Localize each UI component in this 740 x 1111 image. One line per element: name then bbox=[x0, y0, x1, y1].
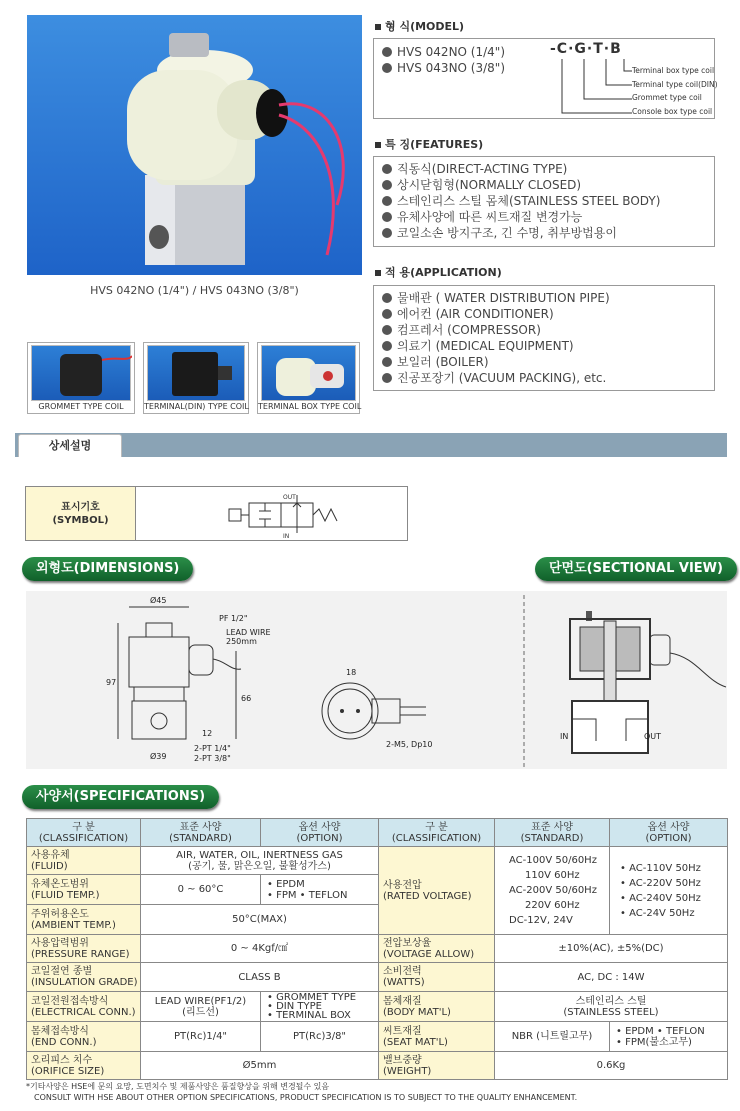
specifications-title: 사양서(SPECIFICATIONS) bbox=[22, 785, 219, 809]
svg-text:2-PT 1/4": 2-PT 1/4" bbox=[194, 744, 231, 753]
bullet-square-icon bbox=[375, 24, 381, 30]
bullet-icon bbox=[382, 63, 392, 73]
svg-text:IN: IN bbox=[283, 533, 290, 539]
bullet-icon bbox=[382, 47, 392, 57]
bullet-square-icon bbox=[375, 270, 381, 276]
svg-text:18: 18 bbox=[346, 668, 357, 677]
svg-text:OUT: OUT bbox=[283, 494, 296, 501]
application-item: 물배관 ( WATER DISTRIBUTION PIPE) bbox=[382, 290, 706, 306]
code-labels: Terminal box type coil Terminal type coil(DIN) Grommet type coil Console box type coil bbox=[632, 66, 718, 116]
code-leader-lines bbox=[554, 57, 634, 119]
table-row: 주위허용온도 (AMBIENT TEMP.) 50°C(MAX) bbox=[27, 905, 728, 935]
bullet-square-icon bbox=[375, 142, 381, 148]
table-row: 오리피스 치수 (ORIFICE SIZE) Ø5mm 밸브중량 (WEIGHT) 0.6Kg bbox=[27, 1052, 728, 1080]
svg-text:12: 12 bbox=[202, 729, 213, 738]
valve-symbol bbox=[221, 491, 351, 539]
svg-text:2-M5, Dp10: 2-M5, Dp10 bbox=[386, 740, 433, 749]
application-item: 의료기 (MEDICAL EQUIPMENT) bbox=[382, 338, 706, 354]
sectional-view-title: 단면도(SECTIONAL VIEW) bbox=[535, 557, 737, 581]
drawings-panel bbox=[26, 591, 727, 769]
features-heading: 특 징(FEATURES) bbox=[375, 136, 483, 152]
model-heading: 형 식(MODEL) bbox=[375, 18, 464, 34]
bullet-icon bbox=[382, 309, 392, 319]
model-code: -C·G·T·B bbox=[550, 41, 622, 57]
table-row: 유체온도범위 (FLUID TEMP.) 0 ~ 60°C • EPDM • FPM • TEFLON bbox=[27, 875, 728, 905]
application-item: 진공포장기 (VACUUM PACKING), etc. bbox=[382, 370, 706, 386]
svg-text:PF 1/2": PF 1/2" bbox=[219, 614, 248, 623]
svg-text:Ø39: Ø39 bbox=[150, 752, 167, 761]
bullet-icon bbox=[382, 180, 392, 190]
thumb-grommet: GROMMET TYPE COIL bbox=[27, 342, 135, 414]
feature-item: 코일소손 방지구조, 긴 수명, 취부방법용이 bbox=[382, 225, 706, 241]
table-header-row: 구 분 (CLASSIFICATION) 표준 사양 (STANDARD) 옵션 사양 (OPTION) 구 분 (CLASSIFICATION) 표준 사양 (STANDARD) 옵션 사양 (OPTION) bbox=[27, 819, 728, 847]
svg-text:OUT: OUT bbox=[644, 732, 662, 741]
bullet-icon bbox=[382, 228, 392, 238]
bullet-icon bbox=[382, 293, 392, 303]
bullet-icon bbox=[382, 164, 392, 174]
thumb-terminal-box: TERMINAL BOX TYPE COIL bbox=[257, 342, 360, 414]
symbol-box bbox=[25, 486, 408, 541]
bullet-icon bbox=[382, 325, 392, 335]
table-row: 사용압력범위 (PRESSURE RANGE) 0 ~ 4Kgf/㎠ 전압보상율 (VOLTAGE ALLOW) ±10%(AC), ±5%(DC) bbox=[27, 935, 728, 963]
bullet-icon bbox=[382, 373, 392, 383]
feature-item: 스테인리스 스틸 몸체(STAINLESS STEEL BODY) bbox=[382, 193, 706, 209]
symbol-label: 표시기호 (SYMBOL) bbox=[26, 487, 136, 540]
thumb-din: TERMINAL(DIN) TYPE COIL bbox=[143, 342, 249, 414]
table-row: 코일절연 종별 (INSULATION GRADE) CLASS B 소비전력 (WATTS) AC, DC : 14W bbox=[27, 963, 728, 992]
dimensions-title: 외형도(DIMENSIONS) bbox=[22, 557, 193, 581]
model-item: HVS 043NO (3/8") bbox=[382, 60, 505, 76]
table-row: 코일전원접속방식 (ELECTRICAL CONN.) LEAD WIRE(PF1/2) (리드선) • GROMMET TYPE • DIN TYPE • TERMINAL BOX 몸체재질 (BODY MAT'L) 스테인리스 스틸 (STAINLESS STEEL) bbox=[27, 992, 728, 1022]
svg-text:2-PT 3/8": 2-PT 3/8" bbox=[194, 754, 231, 763]
specifications-table bbox=[26, 818, 728, 1080]
svg-text:Ø45: Ø45 bbox=[150, 596, 167, 605]
bullet-icon bbox=[382, 357, 392, 367]
application-heading: 적 용(APPLICATION) bbox=[375, 264, 502, 280]
svg-text:IN: IN bbox=[560, 732, 569, 741]
dimension-drawings bbox=[26, 591, 727, 769]
model-item: HVS 042NO (1/4") bbox=[382, 44, 505, 60]
photo-caption: HVS 042NO (1/4") / HVS 043NO (3/8") bbox=[90, 284, 299, 297]
feature-item: 직동식(DIRECT-ACTING TYPE) bbox=[382, 161, 706, 177]
feature-item: 유체사양에 따른 씨트재질 변경가능 bbox=[382, 209, 706, 225]
svg-text:LEAD WIRE: LEAD WIRE bbox=[226, 628, 271, 637]
bullet-icon bbox=[382, 196, 392, 206]
detail-tab[interactable]: 상세설명 bbox=[18, 434, 122, 457]
svg-text:250mm: 250mm bbox=[226, 637, 257, 646]
application-box bbox=[373, 285, 715, 391]
svg-text:97: 97 bbox=[106, 678, 117, 687]
table-row: 몸체접속방식 (END CONN.) PT(Rc)1/4" PT(Rc)3/8" 씨트재질 (SEAT MAT'L) NBR (니트릴고무) • EPDM • TEFLON • FPM(불소고무) bbox=[27, 1022, 728, 1052]
bullet-icon bbox=[382, 212, 392, 222]
bullet-icon bbox=[382, 341, 392, 351]
application-item: 에어컨 (AIR CONDITIONER) bbox=[382, 306, 706, 322]
model-box bbox=[373, 38, 718, 119]
note-english: CONSULT WITH HSE ABOUT OTHER OPTION SPECIFICATIONS, PRODUCT SPECIFICATION IS TO SUBJECT TO THE QUALITY ENHANCEMENT. bbox=[34, 1093, 578, 1102]
note-korean: *기타사양은 HSE에 문의 요망, 도면치수 및 제품사양은 품질향상을 위해 변경될수 있음 bbox=[26, 1082, 330, 1091]
application-item: 컴프레서 (COMPRESSOR) bbox=[382, 322, 706, 338]
table-row: 사용유체 (FLUID) AIR, WATER, OIL, INERTNESS GAS (공기, 물, 맑은오일, 불활성가스) 사용전압 (RATED VOLTAGE) AC-100V 50/60Hz 110V 60Hz AC-200V 50/60Hz 220V 60Hz DC-12V, 24V • AC-110V 50Hz • AC-220V 50Hz • AC-240V 50Hz • AC-24V 50Hz bbox=[27, 847, 728, 875]
features-box bbox=[373, 156, 715, 247]
svg-text:66: 66 bbox=[241, 694, 252, 703]
application-item: 보일러 (BOILER) bbox=[382, 354, 706, 370]
product-photo bbox=[27, 15, 362, 275]
feature-item: 상시닫힘형(NORMALLY CLOSED) bbox=[382, 177, 706, 193]
valve-image bbox=[27, 15, 362, 275]
